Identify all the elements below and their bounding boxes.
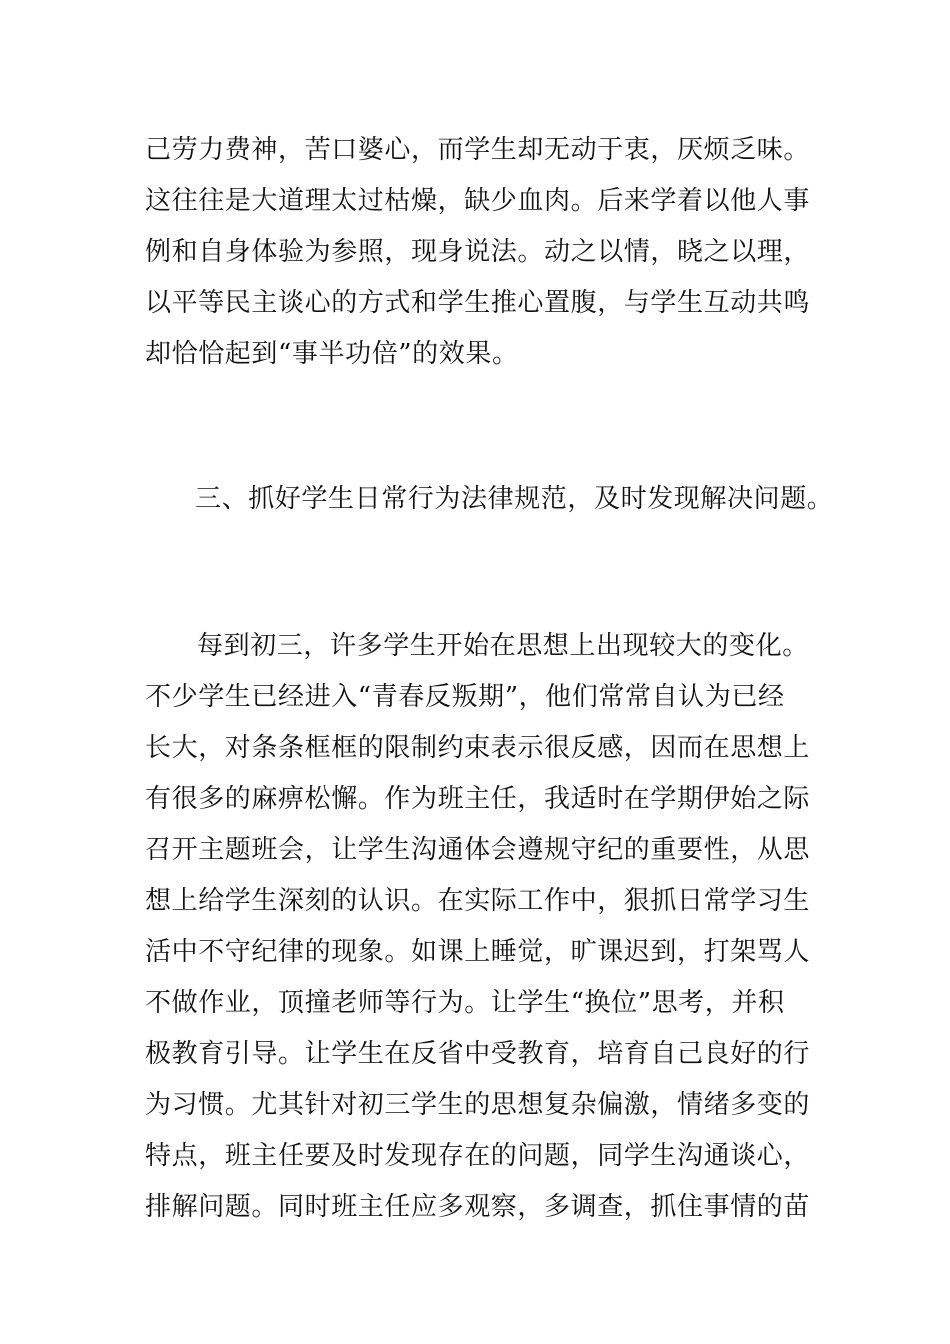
text-line: 以平等民主谈心的方式和学生推心置腹，与学生互动共鸣 — [145, 288, 811, 318]
text-line: 召开主题班会，让学生沟通体会遵规守纪的重要性，从思 — [145, 835, 811, 865]
text-line: 却恰恰起到“事半功倍”的效果。 — [145, 339, 519, 369]
text-line: 例和自身体验为参照，现身说法。动之以情，晓之以理， — [145, 237, 811, 267]
text-line: 活中不守纪律的现象。如课上睡觉，旷课迟到，打架骂人 — [145, 937, 811, 967]
text-line: 特点，班主任要及时发现存在的问题，同学生沟通谈心， — [145, 1141, 811, 1171]
text-line: 不少学生已经进入“青春反叛期”，他们常常自认为已经 — [145, 682, 785, 712]
text-line: 长大，对条条框框的限制约束表示很反感，因而在思想上 — [145, 733, 811, 763]
text-line: 这往往是大道理太过枯燥，缺少血肉。后来学着以他人事 — [145, 186, 811, 216]
text-line: 为习惯。尤其针对初三学生的思想复杂偏激，情绪多变的 — [145, 1090, 811, 1120]
text-line: 有很多的麻痹松懈。作为班主任，我适时在学期伊始之际 — [145, 784, 811, 814]
text-line: 己劳力费神，苦口婆心，而学生却无动于衷，厌烦乏味。 — [145, 135, 811, 165]
section-heading: 三、抓好学生日常行为法律规范，及时发现解决问题。 — [195, 484, 834, 514]
text-line: 想上给学生深刻的认识。在实际工作中，狠抓日常学习生 — [145, 886, 811, 916]
text-line: 不做作业，顶撞老师等行为。让学生“换位”思考，并积 — [145, 988, 785, 1018]
text-line: 排解问题。同时班主任应多观察，多调查，抓住事情的苗 — [145, 1192, 811, 1222]
text-line: 极教育引导。让学生在反省中受教育，培育自己良好的行 — [145, 1039, 811, 1069]
text-line: 每到初三，许多学生开始在思想上出现较大的变化。 — [197, 631, 809, 661]
